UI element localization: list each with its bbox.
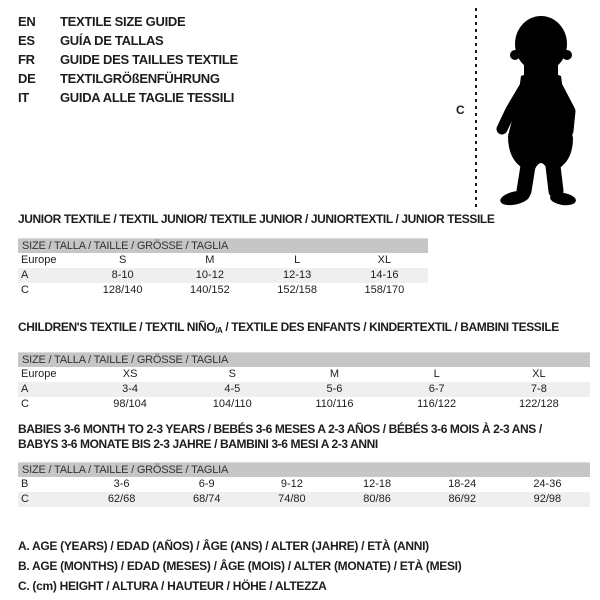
section-title-text: CHILDREN'S TEXTILE / TEXTIL NIÑO xyxy=(18,320,216,334)
size-value-cell: 122/128 xyxy=(518,398,559,410)
section-title-text: BABYS 3-6 MONATE BIS 2-3 JAHRE / BAMBINI 3-6 MESI A 2-3 ANNI xyxy=(18,437,378,451)
size-value-cell: 6-7 xyxy=(428,383,445,395)
size-value-cell: 116/122 xyxy=(417,398,457,410)
size-value-cell: 3-4 xyxy=(122,383,139,395)
language-row xyxy=(18,12,238,31)
size-value-cell: 74/80 xyxy=(278,493,306,505)
row-label: C xyxy=(21,493,29,505)
section-junior-textile xyxy=(18,212,590,298)
size-value-cell: S xyxy=(118,254,127,266)
section-title-text: /A xyxy=(215,326,223,335)
size-value-cell: L xyxy=(433,368,440,380)
section-title-text: JUNIOR TEXTILE / TEXTIL JUNIOR/ TEXTILE JUNIOR / JUNIORTEXTIL / JUNIOR TESSILE xyxy=(18,212,495,226)
height-dimension-label: C xyxy=(456,103,465,117)
size-value-cell: 104/110 xyxy=(212,398,252,410)
size-value-cell: 12-18 xyxy=(362,478,392,490)
size-value-cell: 4-5 xyxy=(224,383,241,395)
size-value-cell: 12-13 xyxy=(283,269,312,281)
size-value-cell: 7-8 xyxy=(530,383,547,395)
size-value-cell: S xyxy=(228,368,236,380)
table-row xyxy=(18,397,590,412)
row-label: C xyxy=(21,398,29,410)
size-value-cell: 152/158 xyxy=(277,284,317,296)
legend-line-b: B. AGE (MONTHS) / EDAD (MESES) / ÂGE (MOIS) / ALTER (MONATE) / ETÀ (MESI) xyxy=(18,559,462,573)
section-children-textile xyxy=(18,320,590,412)
language-row xyxy=(18,31,238,50)
size-header-band: SIZE / TALLA / TAILLE / GRÖSSE / TAGLIA xyxy=(18,352,590,367)
size-value-cell: 8-10 xyxy=(111,269,134,281)
size-value-cell: M xyxy=(205,254,215,266)
size-value-cell: 128/140 xyxy=(102,284,143,296)
section-title-text: BABIES 3-6 MONTH TO 2-3 YEARS / BEBÉS 3-6 MESES A 2-3 AÑOS / BÉBÉS 3-6 MOIS À 2-3 ANS / xyxy=(18,422,542,436)
size-value-cell: 110/116 xyxy=(315,398,354,410)
legend-line-c: C. (cm) HEIGHT / ALTURA / HAUTEUR / HÖHE / ALTEZZA xyxy=(18,579,327,593)
size-value-cell: 6-9 xyxy=(198,478,215,490)
size-value-cell: 68/74 xyxy=(192,493,221,505)
table-row xyxy=(18,492,590,507)
size-value-cell: 18-24 xyxy=(448,478,477,490)
language-code: EN xyxy=(18,14,36,29)
table-row xyxy=(18,253,428,268)
dimension-legend xyxy=(18,536,461,596)
row-label: Europe xyxy=(21,254,57,266)
size-value-cell: 140/152 xyxy=(189,284,230,296)
size-value-cell: 3-6 xyxy=(113,478,130,490)
language-code: IT xyxy=(18,90,29,105)
size-value-cell: 24-36 xyxy=(533,478,562,490)
size-value-cell: XL xyxy=(532,368,546,380)
size-value-cell: 9-12 xyxy=(280,478,303,490)
table-row xyxy=(18,382,590,397)
guide-title-text: GUÍA DE TALLAS xyxy=(60,33,164,48)
size-value-cell: M xyxy=(329,368,340,380)
legend-line-a: A. AGE (YEARS) / EDAD (AÑOS) / ÂGE (ANS) / ALTER (JAHRE) / ETÀ (ANNI) xyxy=(18,539,429,553)
row-label: Europe xyxy=(21,368,57,380)
guide-title-text: TEXTILGRÖßENFÜHRUNG xyxy=(60,71,220,86)
language-row xyxy=(18,88,238,107)
toddler-silhouette-icon xyxy=(488,10,592,210)
size-value-cell: 98/104 xyxy=(113,398,147,410)
children-size-table xyxy=(18,367,590,412)
language-code: DE xyxy=(18,71,36,86)
size-value-cell: 158/170 xyxy=(364,284,405,296)
guide-title-text: TEXTILE SIZE GUIDE xyxy=(60,14,186,29)
size-value-cell: 14-16 xyxy=(370,269,399,281)
section-title xyxy=(18,212,590,226)
size-header-band: SIZE / TALLA / TAILLE / GRÖSSE / TAGLIA xyxy=(18,238,428,253)
size-value-cell: 62/68 xyxy=(107,493,136,505)
language-row xyxy=(18,50,238,69)
section-title-text: / TEXTILE DES ENFANTS / KINDERTEXTIL / BAMBINI TESSILE xyxy=(222,320,559,334)
section-title xyxy=(18,422,590,452)
junior-size-table xyxy=(18,253,428,298)
language-row xyxy=(18,69,238,88)
row-label: A xyxy=(21,269,29,281)
size-value-cell: XL xyxy=(377,254,392,266)
babies-size-table xyxy=(18,477,590,507)
height-figure xyxy=(444,4,596,216)
size-value-cell: XS xyxy=(122,368,138,380)
row-label: C xyxy=(21,284,29,296)
table-row xyxy=(18,283,428,298)
language-title-list xyxy=(18,12,238,107)
size-value-cell: L xyxy=(294,254,301,266)
size-value-cell: 86/92 xyxy=(448,493,476,505)
table-row xyxy=(18,367,590,382)
size-value-cell: 10-12 xyxy=(195,269,224,281)
size-value-cell: 5-6 xyxy=(326,383,343,395)
language-code: ES xyxy=(18,33,35,48)
size-value-cell: 92/98 xyxy=(533,493,562,505)
height-reference-dotted-line xyxy=(475,8,477,210)
section-title xyxy=(18,320,590,338)
guide-title-text: GUIDA ALLE TAGLIE TESSILI xyxy=(60,90,235,105)
table-row xyxy=(18,477,590,492)
row-label: A xyxy=(21,383,29,395)
language-code: FR xyxy=(18,52,35,67)
size-header-band: SIZE / TALLA / TAILLE / GRÖSSE / TAGLIA xyxy=(18,462,590,477)
section-babies-textile xyxy=(18,422,590,507)
table-row xyxy=(18,268,428,283)
row-label: B xyxy=(21,478,29,490)
guide-title-text: GUIDE DES TAILLES TEXTILE xyxy=(60,52,238,67)
size-value-cell: 80/86 xyxy=(363,493,391,505)
